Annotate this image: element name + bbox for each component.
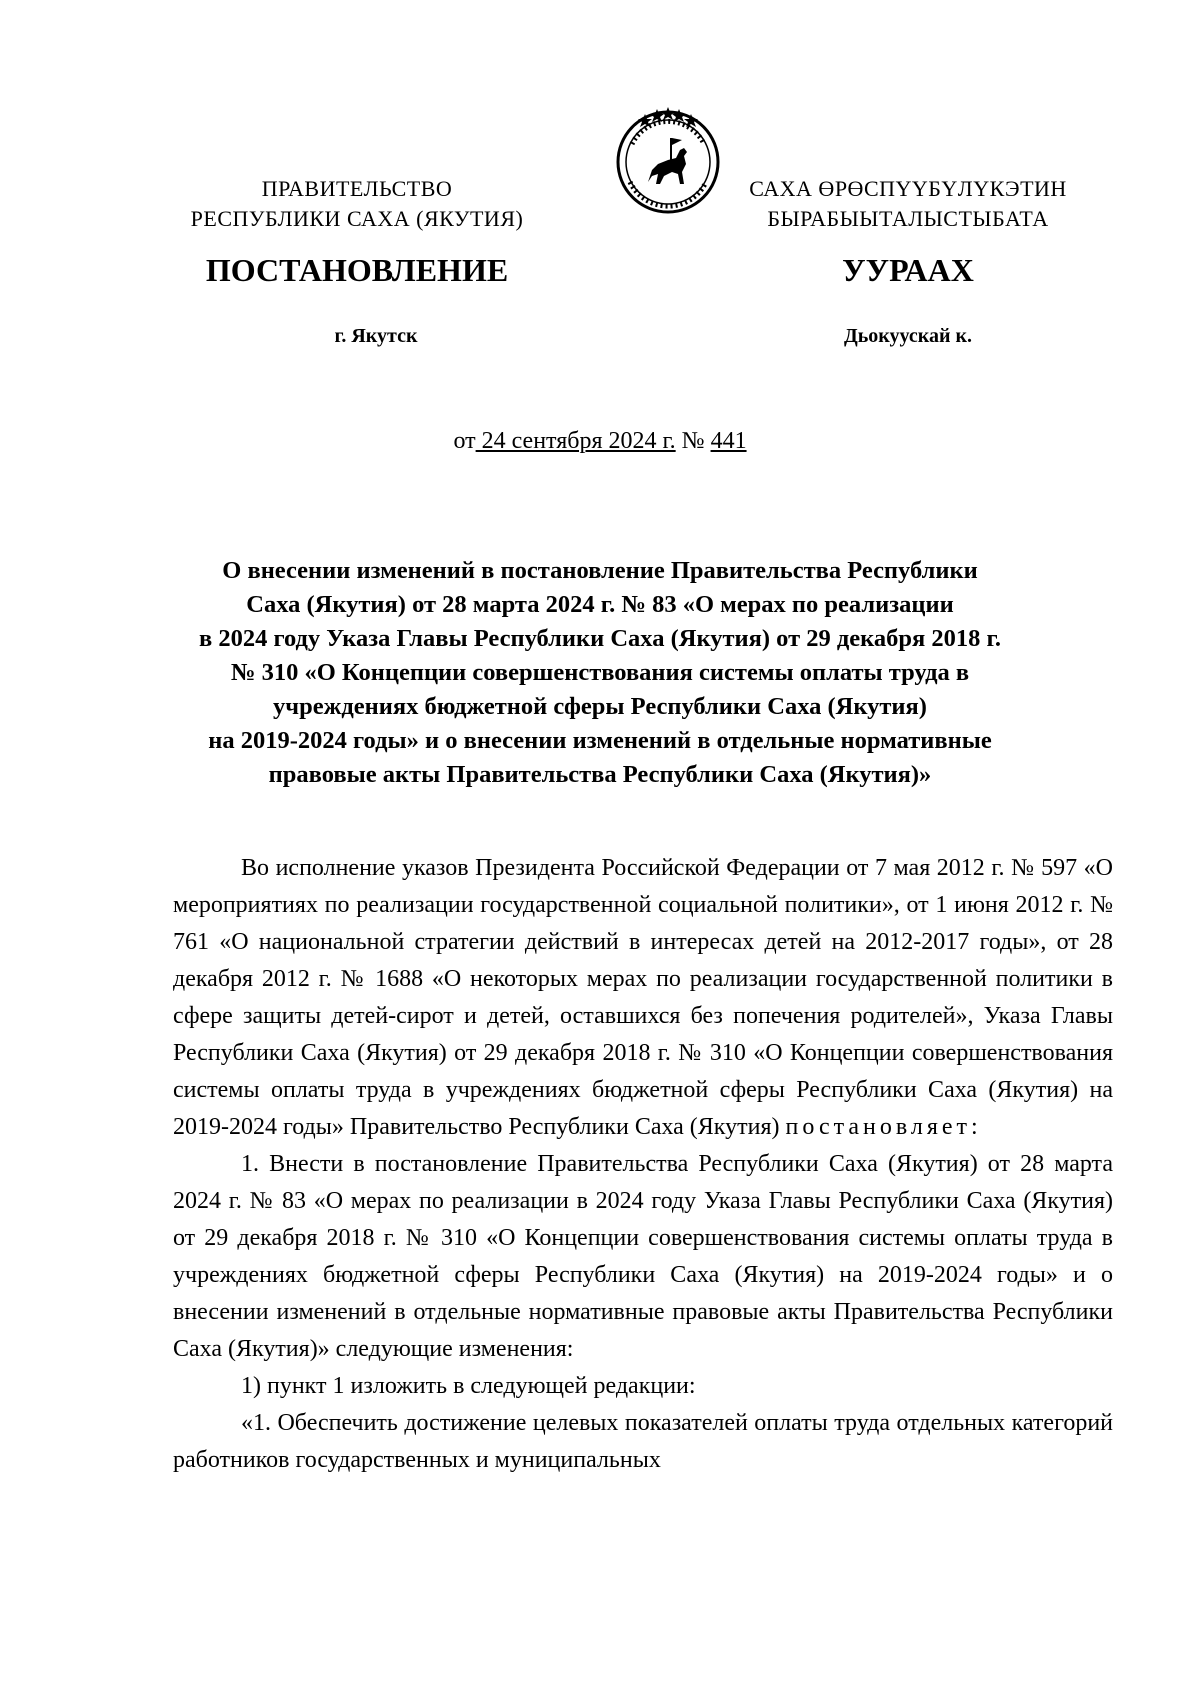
title-line: в 2024 году Указа Главы Республики Саха (Якутия) от 29 декабря 2018 г. <box>198 625 1002 652</box>
header-right-block <box>698 174 1118 234</box>
preamble-decree-word: постановляет: <box>785 1114 982 1140</box>
header-left-block <box>147 174 567 234</box>
header-right-line1: САХА ӨРӨСПҮҮБҮЛҮКЭТИН <box>749 176 1067 201</box>
document-body <box>173 850 1113 1479</box>
header-left-line2: РЕСПУБЛИКИ САХА (ЯКУТИЯ) <box>190 206 524 231</box>
doc-type-sakha: УУРААХ <box>842 252 974 288</box>
title-line: Саха (Якутия) от 28 марта 2024 г. № 83 «О мерах по реализации <box>246 591 954 618</box>
doc-type-ru: ПОСТАНОВЛЕНИЕ <box>205 252 509 288</box>
date-number-line <box>0 428 1200 455</box>
city-sakha: Дьокуускай к. <box>843 325 973 347</box>
header-left-line1: ПРАВИТЕЛЬСТВО <box>261 176 453 201</box>
paragraph-subitem-1: 1) пункт 1 изложить в следующей редакции: <box>241 1373 696 1399</box>
title-line: О внесении изменений в постановление Правительства Республики <box>222 557 978 584</box>
title-line: на 2019-2024 годы» и о внесении изменений в отдельные нормативные <box>208 727 992 754</box>
header-right-line2: БЫРАБЫЫТАЛЫСТЫБАТА <box>767 206 1049 231</box>
date-prefix: от <box>453 428 476 454</box>
city-ru: г. Якутск <box>334 325 418 347</box>
number-prefix: № <box>675 428 711 454</box>
paragraph-quote-start: «1. Обеспечить достижение целевых показателей оплаты труда отдельных категорий работников государственных и муниципальных <box>173 1410 1113 1473</box>
title-line: № 310 «О Концепции совершенствования системы оплаты труда в <box>230 659 970 686</box>
paragraph-item-1: 1. Внести в постановление Правительства Республики Саха (Якутия) от 28 марта 2024 г. № 83 «О мерах по реализации в 2024 году Указа Главы Республики Саха (Якутия) от 29 декабря 2018 г. № 310 «О Концепции совершенствования системы оплаты труда в учреждениях бюджетной сферы Республики Саха (Якутия) на 2019-2024 годы» и о внесении изменений в отдельные нормативные правовые акты Правительства Республики Саха (Якутия)» следующие изменения: <box>173 1151 1113 1362</box>
document-title <box>150 554 1050 792</box>
document-date: 24 сентября 2024 г. <box>475 428 676 454</box>
document-number: 441 <box>710 428 747 454</box>
title-line: учреждениях бюджетной сферы Республики Саха (Якутия) <box>273 693 927 720</box>
preamble-paragraph <box>173 850 1113 1146</box>
title-line: правовые акты Правительства Республики Саха (Якутия)» <box>268 761 932 788</box>
preamble-text: Во исполнение указов Президента Российской Федерации от 7 мая 2012 г. № 597 «О мероприятиях по реализации государственной социальной политики», от 1 июня 2012 г. № 761 «О национальной стратегии действий в интересах детей на 2012-2017 годы», от 28 декабря 2012 г. № 1688 «О некоторых мерах по реализации государственной политики в сфере защиты детей-сирот и детей, оставшихся без попечения родителей», Указа Главы Республики Саха (Якутия) от 29 декабря 2018 г. № 310 «О Концепции совершенствования системы оплаты труда в учреждениях бюджетной сферы Республики Саха (Якутия) на 2019-2024 годы» Правительство Республики Саха (Якутия) <box>173 855 1113 1140</box>
